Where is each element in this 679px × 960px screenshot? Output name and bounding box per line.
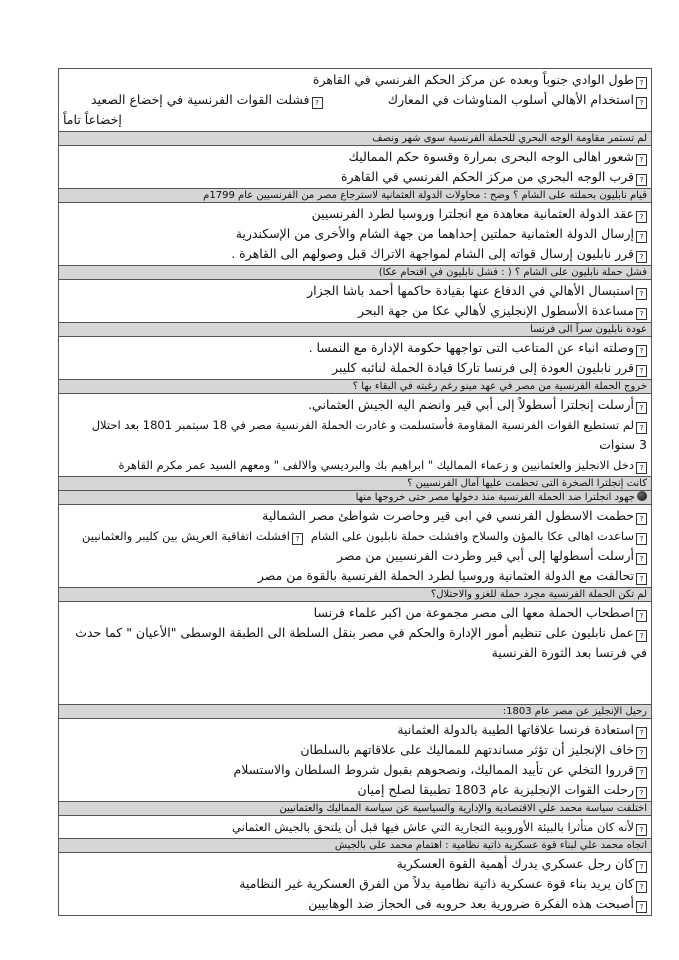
list-item: ?دخل الانجليز والعثمانيين و زعماء المماليك " ابراهيم بك والبرديسي والالفى " ومعهم السيد عمر مكرم القاهرة (63, 455, 647, 475)
checkbox-glyph-icon: ? (636, 288, 647, 300)
section-header: فشل حملة نابليون على الشام ؟ ( : فشل نابليون في اقتحام عكا) (59, 266, 651, 280)
syria-campaign-reasons (59, 203, 651, 266)
not-just-conquest-reasons (59, 602, 651, 705)
section-header: اتجاه محمد علي لبناء قوة عسكرية ذاتية نظامية : اهتمام محمد على بالجيش (59, 839, 651, 853)
section-header: عودة نابليون سراً الى فرنسا (59, 323, 651, 337)
checkbox-glyph-icon: ? (636, 231, 647, 243)
section-header: رحيل الإنجليز عن مصر عام 1803: (59, 705, 651, 719)
list-item: ?شعور اهالى الوجه البحرى بمرارة وقسوة حكم المماليك (63, 147, 647, 167)
checkbox-glyph-icon: ? (636, 402, 647, 414)
list-item: ?إرسال الدولة العثمانية حملتين إحداهما من جهة الشام والأخرى من الإسكندرية (63, 224, 647, 244)
checkbox-glyph-icon: ? (636, 767, 647, 779)
list-item: ?استبسال الأهالي في الدفاع عنها بقيادة حاكمها أحمد باشا الجزار (63, 281, 647, 301)
list-item: ?حطمت الاسطول الفرنسي في ابى قير وحاصرت شواطئ مصر الشمالية (63, 506, 647, 526)
checkbox-glyph-icon: ? (636, 630, 647, 642)
globe-icon (637, 491, 647, 501)
list-item: 3 سنوات (599, 437, 647, 452)
checkbox-glyph-icon: ? (636, 513, 647, 525)
checkbox-glyph-icon: ? (636, 174, 647, 186)
history-notes-table (58, 68, 652, 916)
list-item: ?لم تستطيع القوات الفرنسية المقاومة فأستسلمت و غادرت الحملة الفرنسية مصر في 18 سبتمبر 1801 بعد احتلال (63, 415, 647, 435)
list-item: ?ساعدت اهالى عكا بالمؤن والسلاح وافشلت حملة نابليون على الشام ?افشلت اتفاقية العريش بين كليبر والعثمانيين (63, 526, 647, 546)
checkbox-glyph-icon: ? (636, 462, 647, 474)
list-item: ?طول الوادي جنوباً وبعده عن مركز الحكم الفرنسي في القاهرة (63, 70, 647, 90)
list-item: ?أرسلت إنجلترا أسطولاً إلى أبي قير وانضم اليه الجيش العثماني. (63, 395, 647, 415)
checkbox-glyph-icon: ? (636, 727, 647, 739)
section-header: كانت إنجلترا الصخرة التى تحطمت عليها آمال الفرنسيين ؟ (59, 477, 651, 491)
list-item: ?قرروا التخلي عن تأييد المماليك، ونصحوهم بقبول شروط السلطان والاستسلام (63, 760, 647, 780)
blank-space (63, 663, 647, 703)
checkbox-glyph-icon: ? (636, 345, 647, 357)
delta-resistance-reasons (59, 146, 651, 189)
checkbox-glyph-icon: ? (636, 154, 647, 166)
checkbox-glyph-icon: ? (636, 610, 647, 622)
checkbox-glyph-icon: ? (636, 747, 647, 759)
checkbox-glyph-icon: ? (636, 553, 647, 565)
french-exit-reasons (59, 394, 651, 477)
checkbox-glyph-icon: ? (636, 211, 647, 223)
list-item: ?استخدام الأهالي أسلوب المناوشات في المعارك ?فشلت القوات الفرنسية في إخضاع الصعيد (63, 90, 647, 110)
checkbox-glyph-icon: ? (636, 787, 647, 799)
list-item: ?كان يريد بناء قوة عسكرية ذاتية نظامية بدلاً من الفرق العسكرية غير النظامية (63, 874, 647, 894)
list-item: إخضاعاً تاماً (63, 112, 122, 127)
checkbox-glyph-icon: ? (636, 251, 647, 263)
section-header: اختلفت سياسة محمد علي الاقتصادية والإدارية والسياسية عن سياسة المماليك والعثمانيين (59, 802, 651, 816)
checkbox-glyph-icon: ? (636, 573, 647, 585)
list-item: ?وصلته انباء عن المتاعب التى تواجهها حكومة الإدارة مع النمسا . (63, 338, 647, 358)
napoleon-return-reasons (59, 337, 651, 380)
list-item: ?قرر نابليون إرسال قواته إلى الشام لمواجهة الاتراك قبل وصولهم الى القاهرة . (63, 244, 647, 264)
section-header: لم تستمر مقاومة الوجه البحري للحملة الفرنسية سوى شهر ونصف (59, 132, 651, 146)
army-building-reasons (59, 853, 651, 915)
checkbox-glyph-icon: ? (636, 824, 647, 836)
list-item: ?تحالفت مع الدولة العثمانية وروسيا لطرد الحملة الفرنسية بالقوة من مصر (63, 566, 647, 586)
list-item: ?مساعدة الأسطول الإنجليزي لأهالي عكا من جهة البحر (63, 301, 647, 321)
list-item: ?عقد الدولة العثمانية معاهدة مع انجلترا وروسيا لطرد الفرنسيين (63, 204, 647, 224)
checkbox-glyph-icon: ? (636, 365, 647, 377)
list-item: ?رحلت القوات الإنجليزية عام 1803 تطبيقا لصلح إميان (63, 780, 647, 800)
section-header: خروج الحملة الفرنسية من مصر في عهد مينو رغم رغبته في البقاء بها ؟ (59, 380, 651, 394)
list-item: ?كان رجل عسكري يدرك أهمية القوة العسكرية (63, 854, 647, 874)
checkbox-glyph-icon: ? (636, 861, 647, 873)
acre-failure-reasons (59, 280, 651, 323)
list-item: ?استعادة فرنسا علاقاتها الطيبة بالدولة العثمانية (63, 720, 647, 740)
checkbox-glyph-icon: ? (636, 881, 647, 893)
checkbox-glyph-icon: ? (636, 308, 647, 320)
list-item: ?اصطحاب الحملة معها الى مصر مجموعة من اكبر علماء فرنسا (63, 603, 647, 623)
section-header: جهود انجلترا ضد الحملة الفرنسية منذ دخولها مصر حتى خروجها منها (59, 491, 651, 505)
list-item: ?قرر نابليون العودة إلى فرنسا تاركا قيادة الحملة لنائبه كليبر (63, 358, 647, 378)
list-item: ?خاف الإنجليز أن تؤثر مساندتهم للمماليك على علاقاتهم بالسلطان (63, 740, 647, 760)
upper-egypt-reasons (59, 69, 651, 132)
section-header: قيام نابليون بحملته على الشام ؟ وضح : محاولات الدولة العثمانية لاسترجاع مصر من الفرنسيين عام 1799م (59, 189, 651, 203)
list-item: ?لأنه كان متأثرا بالبيئة الأوروبية التجارية التي عاش فيها قبل أن يلتحق بالجيش العثماني (63, 817, 647, 837)
checkbox-glyph-icon: ? (312, 97, 323, 109)
list-item: ?قرب الوجه البحري من مركز الحكم الفرنسي في القاهرة (63, 167, 647, 187)
checkbox-glyph-icon: ? (636, 901, 647, 913)
list-item: ?أصبحت هذه الفكرة ضرورية بعد حروبه فى الحجاز ضد الوهابيين (63, 894, 647, 914)
checkbox-glyph-icon: ? (636, 533, 647, 545)
england-efforts (59, 505, 651, 588)
checkbox-glyph-icon: ? (636, 97, 647, 109)
checkbox-glyph-icon: ? (292, 533, 303, 545)
section-header: لم تكن الحملة الفرنسية مجرد حملة للغزو والاحتلال؟ (59, 588, 651, 602)
checkbox-glyph-icon: ? (636, 77, 647, 89)
mohamed-ali-policy-reason (59, 816, 651, 839)
list-item: ?عمل نابليون على تنظيم أمور الإدارة والحكم في مصر بنقل السلطة الى الطبقة الوسطى "الأعيان " كما حدث في فرنسا بعد الثورة الفرنسية (75, 625, 647, 660)
english-departure-reasons (59, 719, 651, 802)
list-item: ?أرسلت أسطولها إلى أبي قير وطردت الفرنسيين من مصر (63, 546, 647, 566)
checkbox-glyph-icon: ? (636, 422, 647, 434)
